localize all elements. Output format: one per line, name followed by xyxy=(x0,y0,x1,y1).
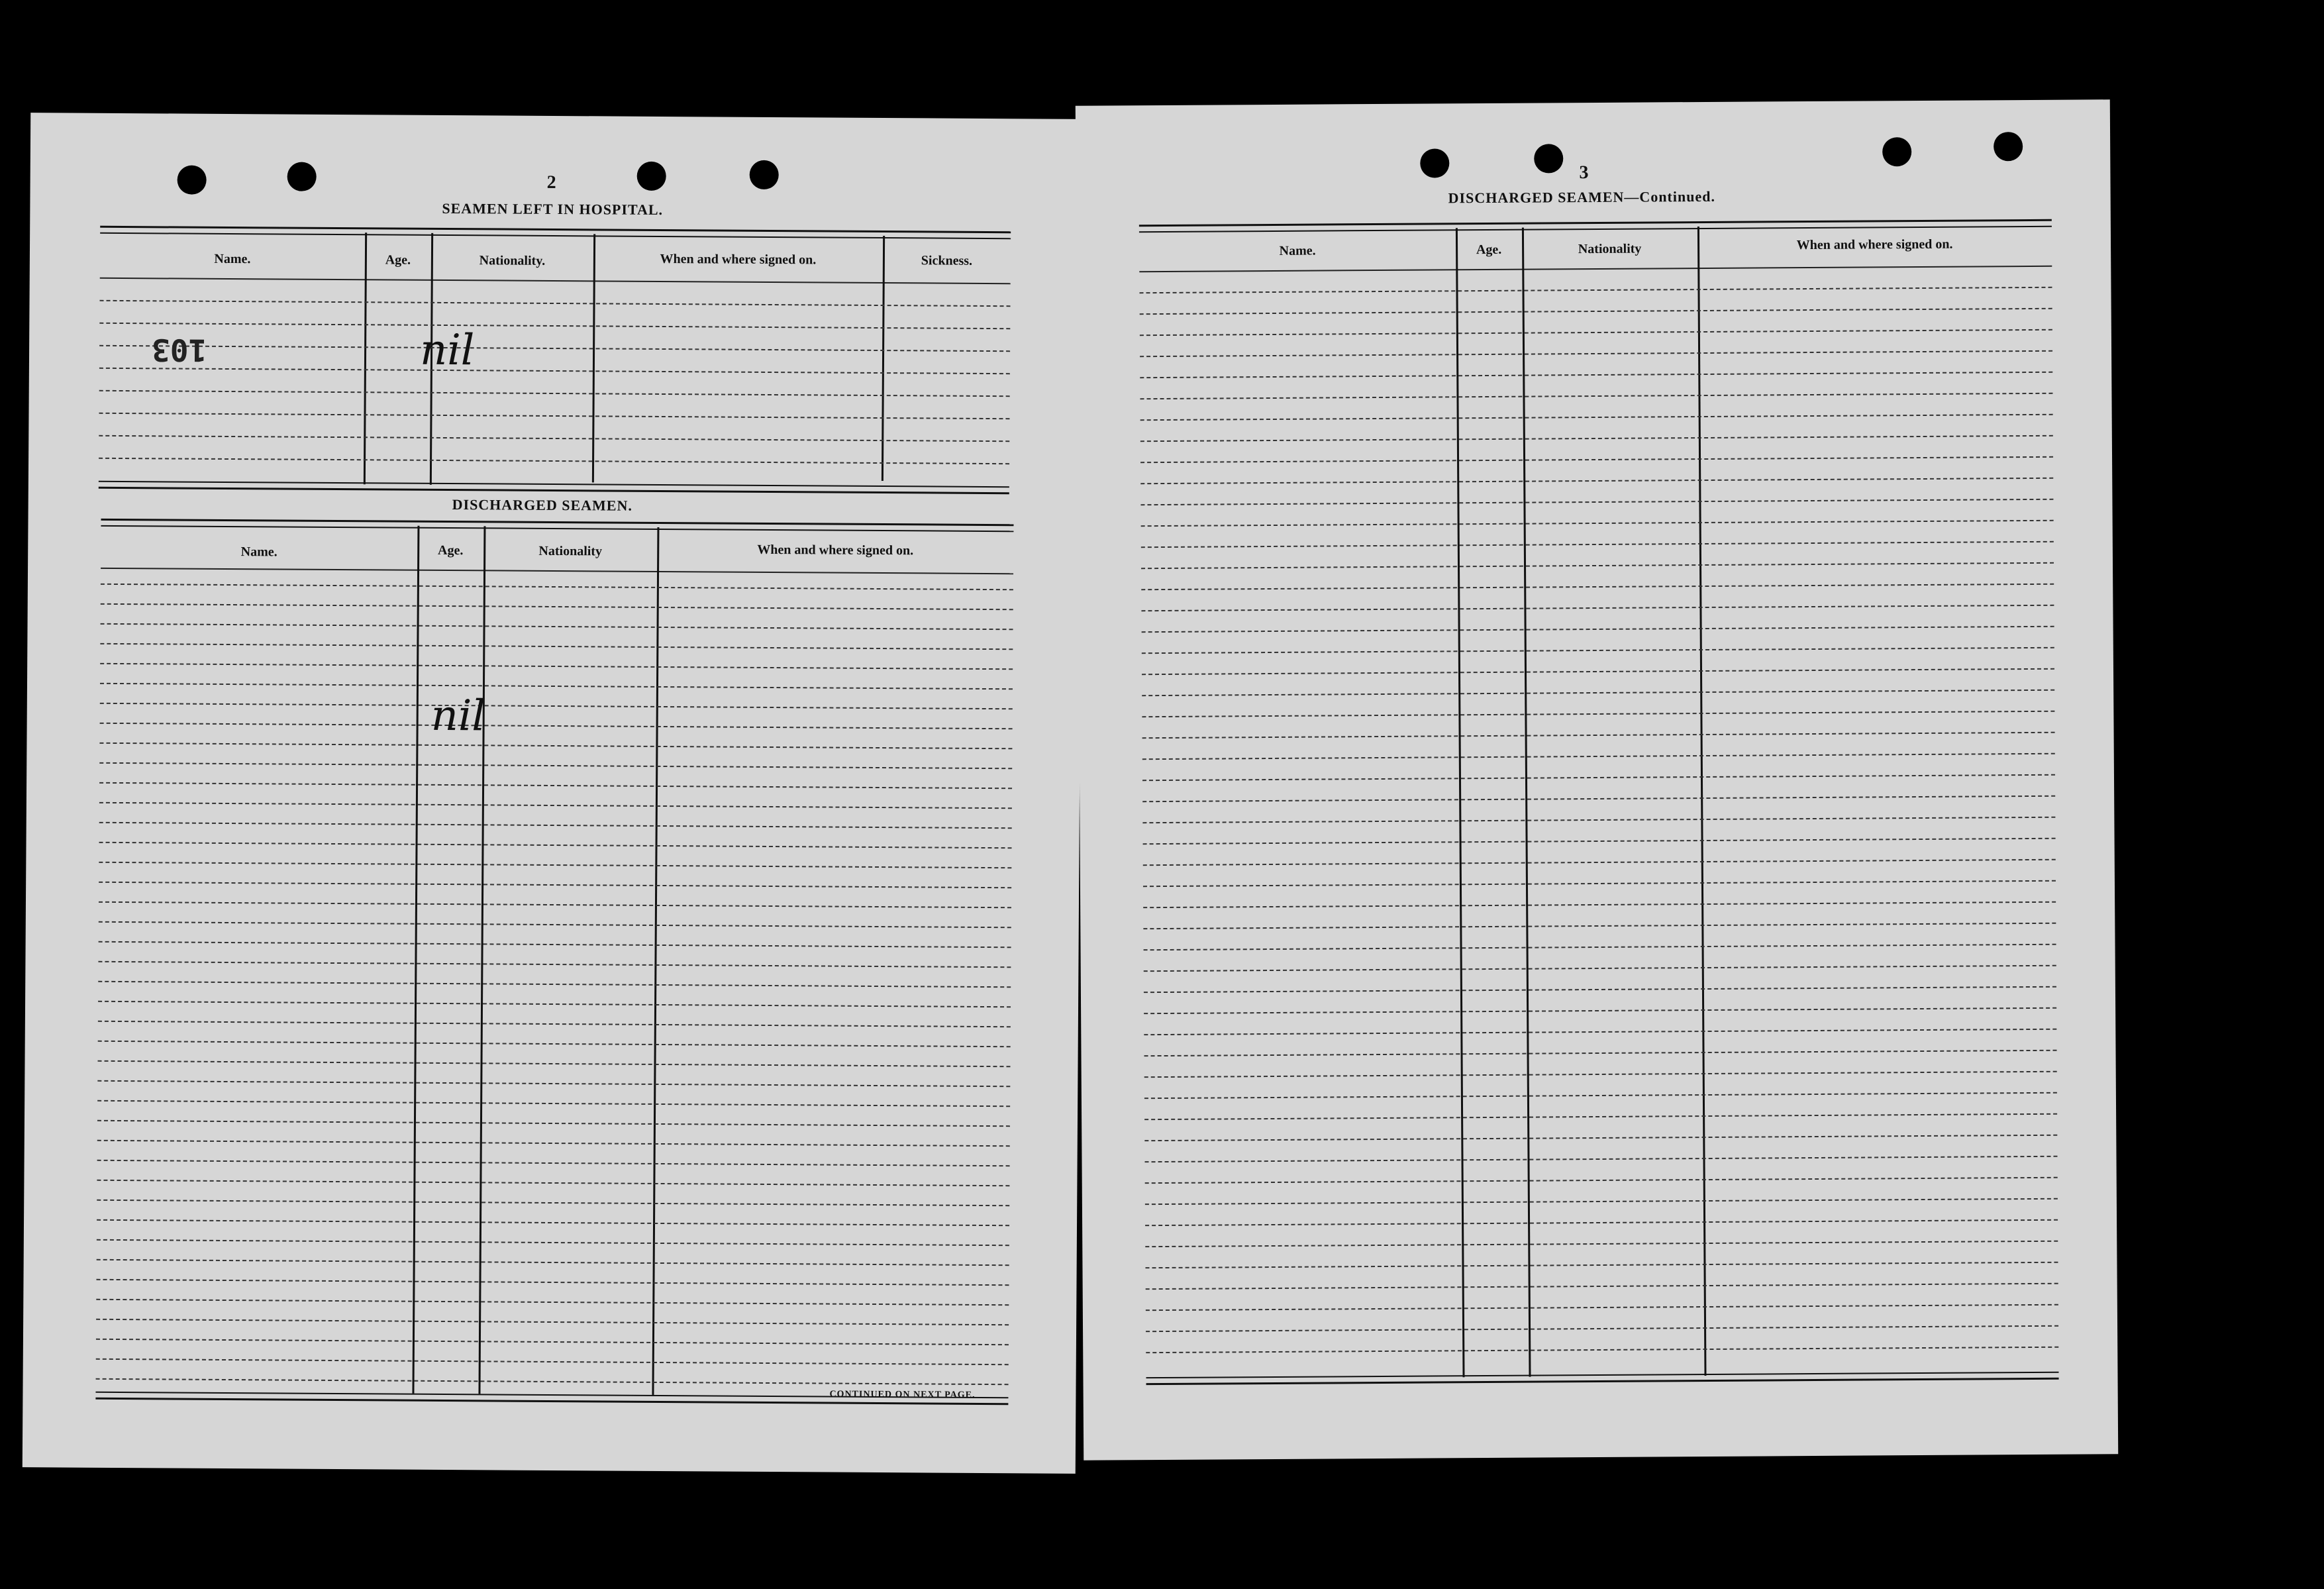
left-page xyxy=(23,113,1084,1474)
right-page xyxy=(1076,99,2118,1461)
continued-note: CONTINUED ON NEXT PAGE. xyxy=(829,1389,976,1400)
punch-hole xyxy=(287,162,317,191)
handwritten-nil: nil xyxy=(430,691,486,741)
col-header-age: Age. xyxy=(1476,242,1502,258)
col-header-name: Name. xyxy=(240,544,278,560)
col-header-nationality: Nationality xyxy=(538,543,603,559)
page-number: 3 xyxy=(1579,162,1589,183)
handwritten-nil: nil xyxy=(419,325,475,376)
punch-hole xyxy=(1994,132,2023,161)
punch-hole xyxy=(637,162,666,191)
col-header-signed-on: When and where signed on. xyxy=(660,251,817,268)
punch-hole xyxy=(1420,148,1449,178)
punch-hole xyxy=(1534,144,1563,173)
hospital-table xyxy=(99,226,1011,489)
discharged-table xyxy=(95,519,1013,1408)
col-header-sickness: Sickness. xyxy=(921,253,973,268)
discharged-section-title: DISCHARGED SEAMEN. xyxy=(452,496,632,514)
col-header-age: Age. xyxy=(385,252,411,268)
col-header-age: Age. xyxy=(437,542,464,558)
page-number: 2 xyxy=(546,172,556,193)
discharged-continued-title: DISCHARGED SEAMEN—Continued. xyxy=(1448,187,1715,207)
col-header-nationality: Nationality. xyxy=(479,253,546,268)
col-header-signed-on: When and where signed on. xyxy=(1796,236,1953,253)
col-header-name: Name. xyxy=(1279,243,1316,258)
punch-hole xyxy=(177,166,207,195)
col-header-name: Name. xyxy=(214,251,251,267)
discharged-continued-table xyxy=(1139,219,2059,1387)
col-header-signed-on: When and where signed on. xyxy=(757,542,914,558)
col-header-nationality: Nationality xyxy=(1578,241,1642,257)
hospital-section-title: SEAMEN LEFT IN HOSPITAL. xyxy=(442,199,664,218)
stamp-number: 103 xyxy=(151,332,207,368)
punch-hole xyxy=(750,160,779,189)
punch-hole xyxy=(1882,137,1911,166)
